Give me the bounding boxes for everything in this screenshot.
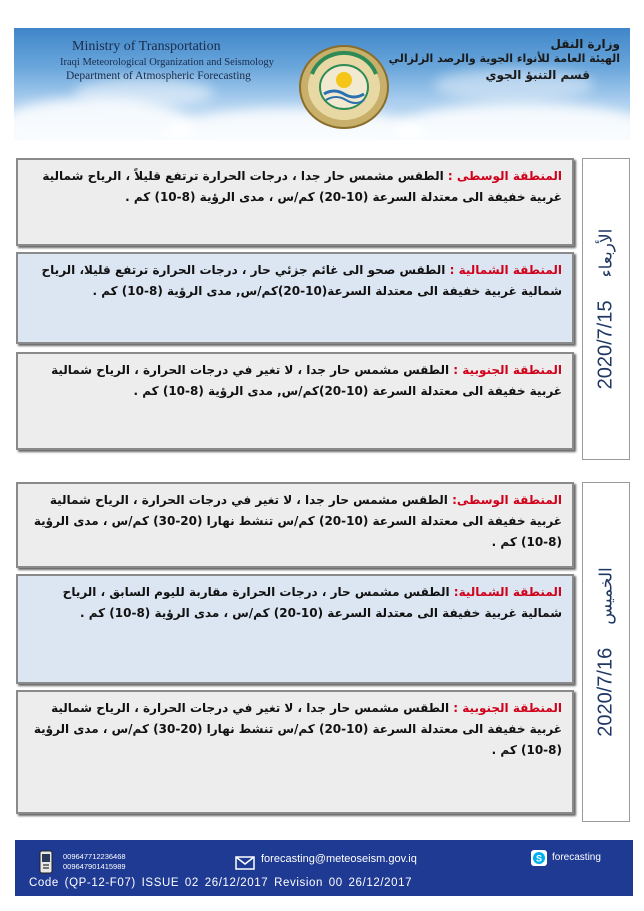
ministry-name-en: Ministry of Transportation (72, 39, 221, 54)
region-name: المنطقة الجنوبية : (453, 701, 562, 715)
day-label (595, 567, 618, 737)
forecast-day-1 (14, 158, 630, 460)
english-organization-title (60, 38, 274, 83)
region-forecast-text: الطقس مشمس حار جدا ، لا تغير في درجات الحرارة ، الرياح شمالية غربية خفيفة الى معتدلة السرعة (10-20)كم/س, مدى الرؤية (8-10) كم . (51, 363, 562, 398)
svg-text:S: S (535, 853, 543, 864)
organization-name-ar: الهيئة العامة للأنواء الجوية والرصد الزلزالي (388, 52, 620, 66)
letterhead-banner (14, 28, 630, 140)
region-name: المنطقة الوسطى: (452, 493, 562, 507)
region-forecast-central (16, 158, 574, 246)
region-forecast-south (16, 352, 574, 450)
phone-number-1[interactable]: 009647712236468 (63, 852, 126, 861)
forecast-date: 2020/7/15 (594, 300, 617, 390)
region-name: المنطقة الجنوبية : (453, 363, 562, 377)
department-name-ar: قسم التنبؤ الجوي (485, 68, 590, 83)
mail-icon (235, 856, 255, 870)
region-name: المنطقة الشمالية : (449, 263, 562, 277)
region-forecast-north (16, 574, 574, 684)
phone-number-2[interactable]: 009647901415989 (63, 862, 126, 871)
region-forecast-text: الطقس مشمس حار جدا ، لا تغير في درجات الحرارة ، الرياح شمالية غربية خفيفة الى معتدلة السرعة (10-20) كم/س تنشط نهارا (20-30) كم/س ، مدى الرؤية (8-10) كم . (33, 493, 562, 549)
day-label-panel (582, 482, 630, 822)
arabic-organization-title (389, 36, 620, 83)
region-name: المنطقة الوسطى : (447, 169, 562, 183)
forecast-date: 2020/7/16 (594, 647, 617, 737)
organization-name-en: Iraqi Meteorological Organization and Seismology (60, 56, 274, 68)
forecast-day-2 (14, 482, 630, 822)
region-forecast-text: الطقس مشمس حار جدا ، لا تغير في درجات الحرارة ، الرياح شمالية غربية خفيفة الى معتدلة السرعة (10-20) كم/س تنشط نهارا (20-30) كم/س ، مدى الرؤية (8-10) كم . (33, 701, 562, 757)
day-label (595, 229, 618, 390)
department-name-en: Department of Atmospheric Forecasting (66, 69, 251, 82)
region-forecast-text: الطقس صحو الى غائم جزئي حار ، درجات الحرارة ترتفع قليلا، الرياح شمالية غربية خفيفة الى معتدلة السرعة(10-20)كم/س, مدى الرؤية (8-10) كم . (41, 263, 562, 298)
day-label-panel (582, 158, 630, 460)
document-code: Code (QP-12-F07) ISSUE 02 26/12/2017 Revision 00 26/12/2017 (29, 877, 413, 889)
region-forecast-south (16, 690, 574, 814)
region-forecast-text: الطقس مشمس حار جدا ، درجات الحرارة ترتفع قليلاً ، الرياح شمالية غربية خفيفة الى معتدلة السرعة (10-20) كم/س ، مدى الرؤية (8-10) كم . (42, 169, 562, 204)
region-forecast-central (16, 482, 574, 568)
ministry-name-ar: وزارة النقل (550, 37, 620, 51)
forecast-day-name: الأربعاء (596, 228, 616, 278)
region-forecast-north (16, 252, 574, 344)
skype-handle[interactable]: forecasting (552, 852, 601, 863)
phone-icon (39, 850, 53, 874)
organization-logo (298, 44, 390, 130)
phone-numbers (63, 852, 126, 872)
contact-footer (15, 840, 633, 896)
email-address[interactable]: forecasting@meteoseism.gov.iq (261, 853, 417, 865)
region-forecast-text: الطقس مشمس حار ، درجات الحرارة مقاربة لليوم السابق ، الرياح شمالية غربية خفيفة الى معتدلة السرعة (10-20) كم/س ، مدى الرؤية (8-10) كم . (62, 585, 562, 620)
forecast-day-name: الخميس (596, 567, 616, 625)
skype-icon (531, 850, 547, 866)
region-name: المنطقة الشمالية: (453, 585, 562, 599)
